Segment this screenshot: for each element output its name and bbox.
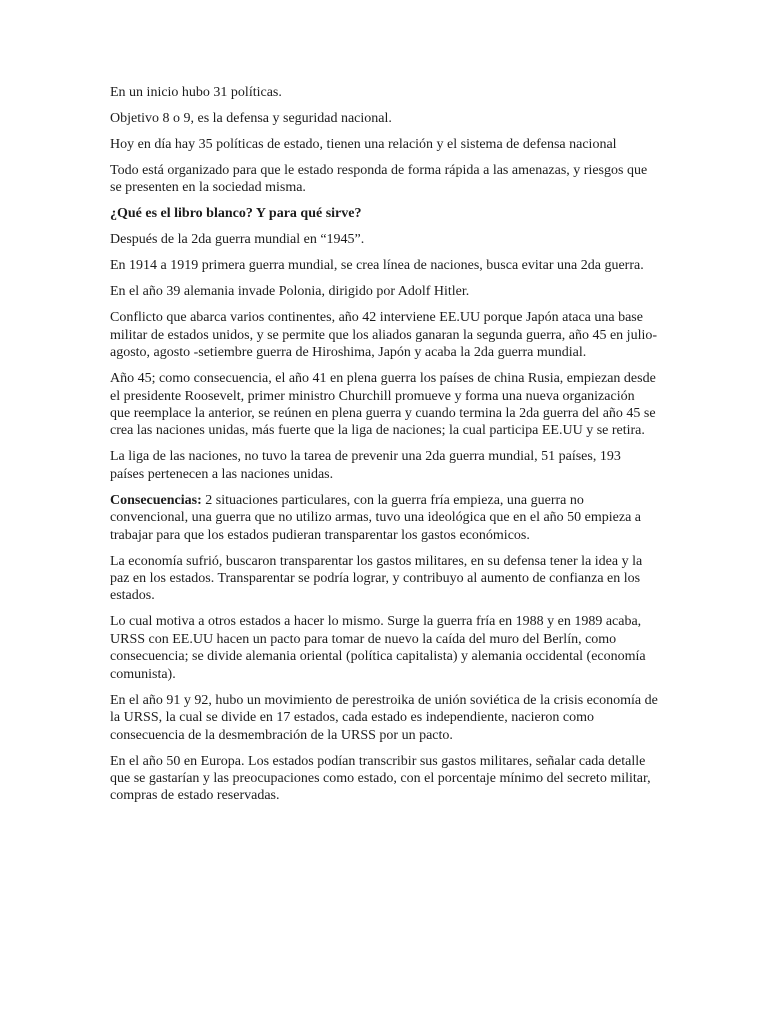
consequences-label: Consecuencias:	[110, 492, 202, 508]
paragraph-cold-war: Lo cual motiva a otros estados a hacer lo mismo. Surge la guerra fría en 1988 y en 1989 acaba, URSS con EE.UU hacen un pacto para tomar de nuevo la caída del muro del Berlín, como consecuencia; se divide alemania oriental (política capitalista) y alemania occidental (economía comunista).	[110, 614, 646, 682]
paragraph-conflict: Conflicto que abarca varios continentes, año 42 interviene EE.UU porque Japón ataca una base militar de estados unidos, y se permite que los aliados ganaran la segunda guerra, año 45 en julio- agosto, agosto -setiembre guerra de Hiroshima, Japón y acaba la 2da guerra mundial.	[110, 310, 658, 361]
paragraph-state-policies: Hoy en día hay 35 políticas de estado, tienen una relación y el sistema de defensa nacional	[110, 137, 617, 152]
paragraph-perestroika: En el año 91 y 92, hubo un movimiento de perestroika de unión soviética de la crisis economía de la URSS, la cual se divide en 17 estados, cada estado es independiente, nacieron como consecuencia de la desmembración de la URSS por un pacto.	[110, 692, 658, 743]
section-heading: ¿Qué es el libro blanco? Y para qué sirve?	[110, 206, 362, 222]
paragraph-objective: Objetivo 8 o 9, es la defensa y seguridad nacional.	[110, 111, 392, 126]
paragraph-europe-1950: En el año 50 en Europa. Los estados podían transcribir sus gastos militares, señalar cada detalle que se gastarían y las preocupaciones como estado, con el porcentaje mínimo del secreto militar, compras de estado reservadas.	[110, 753, 651, 804]
paragraph-ww1: En 1914 a 1919 primera guerra mundial, se crea línea de naciones, busca evitar una 2da guerra.	[110, 258, 644, 274]
document-page	[110, 84, 658, 813]
paragraph-after-ww2: Después de la 2da guerra mundial en “1945”.	[110, 232, 365, 248]
paragraph-initial-policies: En un inicio hubo 31 políticas.	[110, 85, 282, 100]
paragraph-economy: La economía sufrió, buscaron transparentar los gastos militares, en su defensa tener la idea y la paz en los estados. Transparentar se podría lograr, y contribuyo al aumento de confianza en los estados.	[110, 553, 643, 604]
consequences-text: 2 situaciones particulares, con la guerra fría empieza, una guerra no convencional, una guerra que no utilizo armas, tuvo una ideológica que en el año 50 empieza a trabajar para que los estados pudieran transparentar los gastos económicos.	[110, 492, 642, 543]
paragraph-united-nations: Año 45; como consecuencia, el año 41 en plena guerra los países de china Rusia, empiezan desde el presidente Roosevelt, primer ministro Churchill promueve y forma una nueva organización que reemplace la anterior, se reúnen en plena guerra y cuando termina la 2da guerra del año 45 se crea las naciones unidas, más fuerte que la liga de naciones; la cual participa EE.UU y se retira.	[110, 371, 656, 439]
paragraph-poland-invasion: En el año 39 alemania invade Polonia, dirigido por Adolf Hitler.	[110, 284, 470, 300]
paragraph-organization: Todo está organizado para que le estado responda de forma rápida a las amenazas, y riesgos que se presenten en la sociedad misma.	[110, 163, 648, 196]
paragraph-consequences	[110, 492, 658, 544]
paragraph-league-of-nations: La liga de las naciones, no tuvo la tarea de prevenir una 2da guerra mundial, 51 países, 193 países pertenecen a las naciones unidas.	[110, 449, 621, 482]
